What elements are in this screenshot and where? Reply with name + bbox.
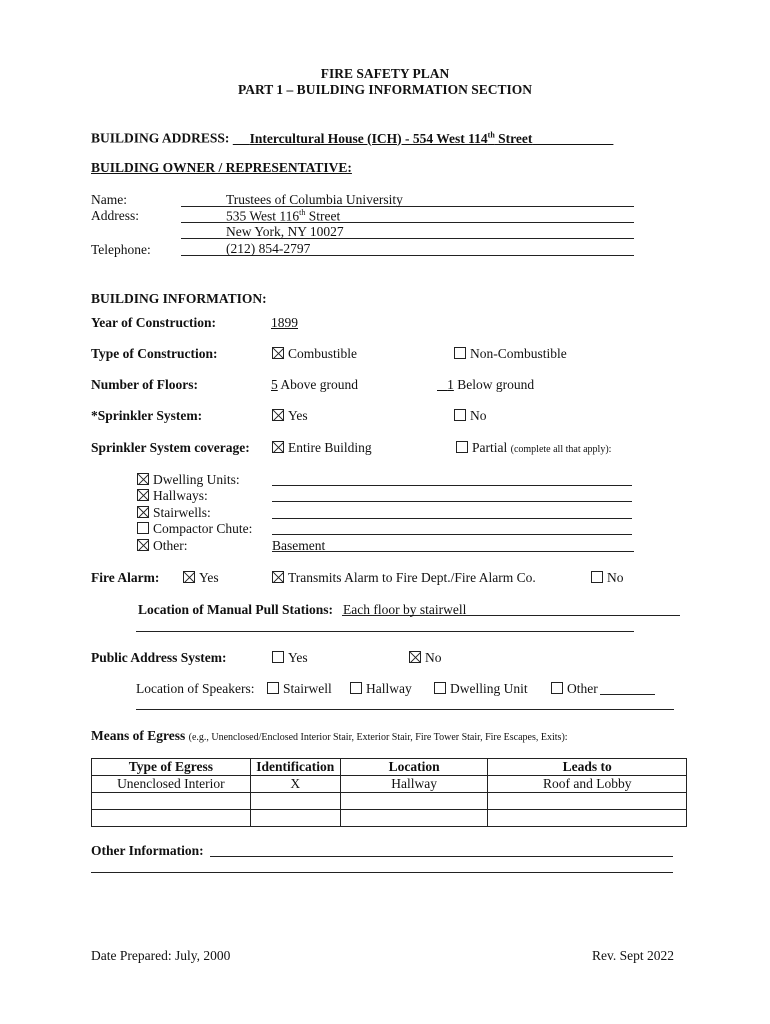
checkbox-checked-icon[interactable]: [272, 571, 284, 583]
egress-header-row: [92, 759, 687, 776]
pull-stations-label: Location of Manual Pull Stations:: [138, 602, 334, 617]
egress-cell[interactable]: [340, 793, 488, 810]
year-field[interactable]: 1899: [271, 315, 298, 330]
egress-cell[interactable]: Roof and Lobby: [488, 776, 687, 793]
checkbox-icon[interactable]: [137, 522, 149, 534]
coverage-hallways[interactable]: Hallways:: [137, 488, 208, 504]
owner-telephone-field[interactable]: (212) 854-2797: [226, 241, 311, 256]
checkbox-icon[interactable]: [591, 571, 603, 583]
sprinkler-coverage-label: Sprinkler System coverage:: [91, 440, 250, 455]
fire-alarm-no-option[interactable]: No: [591, 570, 624, 586]
entire-building-option[interactable]: Entire Building: [272, 440, 372, 456]
coverage-dwelling-line[interactable]: [272, 485, 632, 486]
egress-cell[interactable]: [92, 793, 251, 810]
checkbox-checked-icon[interactable]: [272, 441, 284, 453]
revision-date: Rev. Sept 2022: [592, 948, 674, 963]
other-info-line-1[interactable]: [210, 856, 673, 857]
non-combustible-option[interactable]: Non-Combustible: [454, 346, 567, 362]
speakers-dwelling-option[interactable]: Dwelling Unit: [434, 681, 528, 697]
year-label: Year of Construction:: [91, 315, 216, 330]
floors-above-field[interactable]: 5 Above ground: [271, 377, 358, 392]
egress-cell[interactable]: Unenclosed Interior: [92, 776, 251, 793]
checkbox-checked-icon[interactable]: [137, 539, 149, 551]
owner-address-label: Address:: [91, 208, 139, 223]
fire-alarm-yes-option[interactable]: Yes: [183, 570, 219, 586]
coverage-other[interactable]: Other:: [137, 538, 188, 554]
egress-col-type: Type of Egress: [92, 759, 251, 776]
floors-below-field[interactable]: 1 Below ground: [447, 377, 535, 392]
checkbox-checked-icon[interactable]: [409, 651, 421, 663]
egress-cell[interactable]: [250, 810, 340, 827]
sprinkler-no-option[interactable]: No: [454, 408, 487, 424]
table-row: [92, 776, 687, 793]
egress-col-identification: Identification: [250, 759, 340, 776]
building-info-heading: BUILDING INFORMATION:: [91, 291, 267, 306]
form-subtitle: PART 1 – BUILDING INFORMATION SECTION: [238, 82, 532, 97]
checkbox-icon[interactable]: [272, 651, 284, 663]
speakers-hallway-option[interactable]: Hallway: [350, 681, 412, 697]
checkbox-icon[interactable]: [350, 682, 362, 694]
checkbox-checked-icon[interactable]: [137, 489, 149, 501]
owner-address-line2-field[interactable]: New York, NY 10027: [226, 224, 344, 239]
egress-cell[interactable]: [340, 810, 488, 827]
checkbox-icon[interactable]: [454, 347, 466, 359]
egress-label-row: Means of Egress (e.g., Unenclosed/Enclosed Interior Stair, Exterior Stair, Fire Tower Stair, Fire Escapes, Exits):: [91, 728, 568, 743]
partial-option[interactable]: Partial (complete all that apply):: [456, 440, 611, 456]
coverage-stairwells-line[interactable]: [272, 518, 632, 519]
checkbox-checked-icon[interactable]: [272, 347, 284, 359]
other-info-label: Other Information:: [91, 843, 204, 858]
checkbox-checked-icon[interactable]: [137, 473, 149, 485]
coverage-hallways-line[interactable]: [272, 501, 632, 502]
coverage-compactor-line[interactable]: [272, 534, 632, 535]
checkbox-icon[interactable]: [551, 682, 563, 694]
speakers-label: Location of Speakers:: [136, 681, 255, 696]
coverage-dwelling-units[interactable]: Dwelling Units:: [137, 472, 240, 488]
sprinkler-label: *Sprinkler System:: [91, 408, 203, 423]
transmits-alarm-option[interactable]: Transmits Alarm to Fire Dept./Fire Alarm Co.: [272, 570, 536, 586]
date-prepared: Date Prepared: July, 2000: [91, 948, 231, 963]
building-address-label: BUILDING ADDRESS:: [91, 130, 230, 146]
speakers-stairwell-option[interactable]: Stairwell: [267, 681, 332, 697]
fire-alarm-label: Fire Alarm:: [91, 570, 160, 585]
pa-system-label: Public Address System:: [91, 650, 227, 665]
speakers-other-line[interactable]: [600, 694, 655, 695]
egress-cell[interactable]: [488, 793, 687, 810]
owner-heading: BUILDING OWNER / REPRESENTATIVE:: [91, 160, 352, 175]
checkbox-checked-icon[interactable]: [137, 506, 149, 518]
coverage-other-field[interactable]: Basement: [272, 538, 326, 553]
checkbox-icon[interactable]: [454, 409, 466, 421]
checkbox-checked-icon[interactable]: [272, 409, 284, 421]
building-address-row: [91, 130, 613, 147]
sprinkler-yes-option[interactable]: Yes: [272, 408, 308, 424]
egress-col-leads-to: Leads to: [488, 759, 687, 776]
combustible-option[interactable]: Combustible: [272, 346, 357, 362]
owner-telephone-label: Telephone:: [91, 242, 151, 257]
table-row: [92, 810, 687, 827]
building-address-value[interactable]: Intercultural House (ICH) - 554 West 114th Street: [249, 130, 533, 146]
egress-cell[interactable]: [488, 810, 687, 827]
floors-label: Number of Floors:: [91, 377, 198, 392]
checkbox-icon[interactable]: [456, 441, 468, 453]
pa-yes-option[interactable]: Yes: [272, 650, 308, 666]
form-title: FIRE SAFETY PLAN: [320, 66, 450, 81]
checkbox-icon[interactable]: [267, 682, 279, 694]
pull-stations-line-2[interactable]: [136, 631, 634, 632]
egress-cell[interactable]: [92, 810, 251, 827]
pull-stations-field[interactable]: Each floor by stairwell: [343, 602, 467, 617]
table-row: [92, 793, 687, 810]
checkbox-icon[interactable]: [434, 682, 446, 694]
egress-cell[interactable]: Hallway: [340, 776, 488, 793]
egress-cell[interactable]: X: [250, 776, 340, 793]
pa-no-option[interactable]: No: [409, 650, 442, 666]
owner-name-field[interactable]: Trustees of Columbia University: [226, 192, 403, 207]
checkbox-checked-icon[interactable]: [183, 571, 195, 583]
egress-table: [91, 758, 687, 827]
egress-cell[interactable]: [250, 793, 340, 810]
coverage-compactor-chute[interactable]: Compactor Chute:: [137, 521, 252, 537]
other-info-line-2[interactable]: [91, 872, 673, 873]
owner-address-line1-field[interactable]: 535 West 116th Street: [226, 208, 341, 224]
speakers-other-option[interactable]: Other: [551, 681, 598, 697]
coverage-stairwells[interactable]: Stairwells:: [137, 505, 211, 521]
speakers-line-2[interactable]: [136, 709, 674, 710]
owner-name-label: Name:: [91, 192, 127, 207]
egress-col-location: Location: [340, 759, 488, 776]
construction-type-label: Type of Construction:: [91, 346, 218, 361]
